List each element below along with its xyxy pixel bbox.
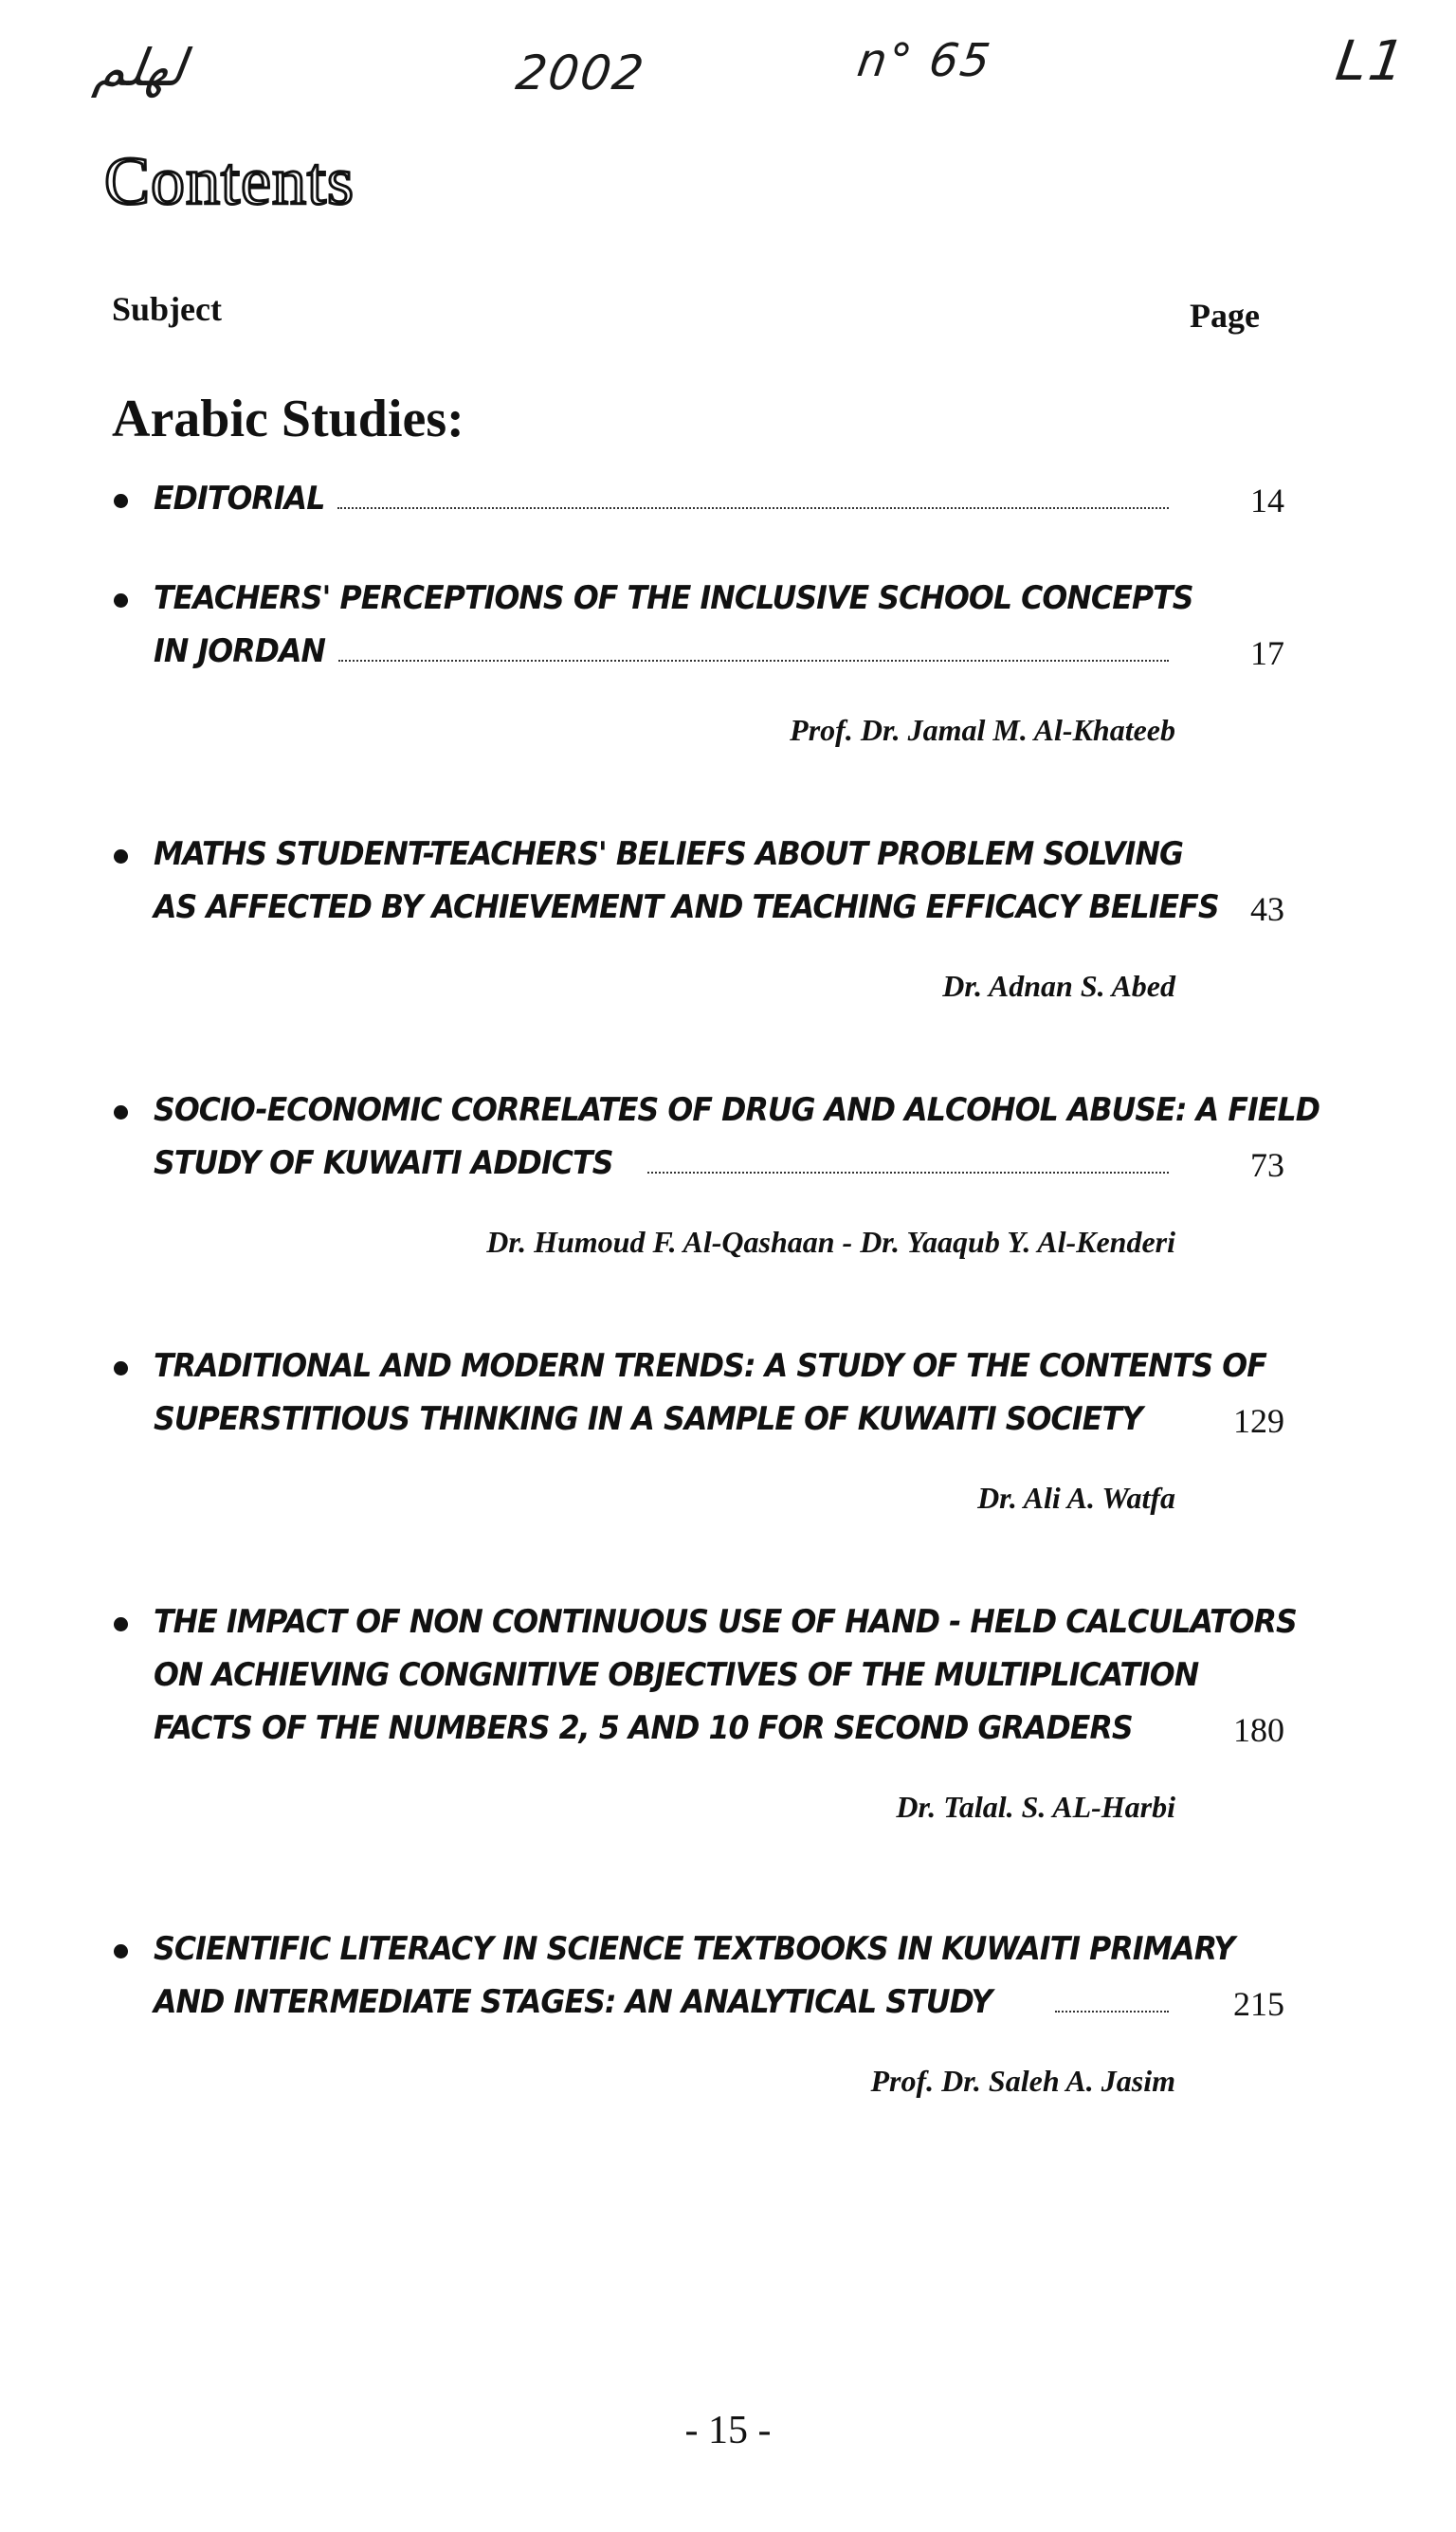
entry-title-text: IN JORDAN <box>154 632 326 670</box>
bullet-icon <box>114 849 128 864</box>
entry-title-line <box>154 1982 1173 2022</box>
entry-author: Dr. Adnan S. Abed <box>942 969 1175 1003</box>
bullet-icon <box>114 1361 128 1375</box>
entry-title-text: SUPERSTITIOUS THINKING IN A SAMPLE OF KUWAITI SOCIETY <box>154 1400 1142 1438</box>
entry-title-line <box>154 479 1173 519</box>
entry-title-line: SCIENTIFIC LITERACY IN SCIENCE TEXTBOOKS IN KUWAITI PRIMARY <box>154 1930 1235 1968</box>
entry-page-number: 17 <box>1250 634 1284 672</box>
entry-page-number: 215 <box>1233 1985 1284 2023</box>
entry-title-line <box>154 1708 1173 1748</box>
entry-title-line <box>154 887 1219 927</box>
handwritten-note-1: لهلم <box>90 38 190 98</box>
entry-author: Dr. Ali A. Watfa <box>977 1481 1175 1515</box>
entry-title-text: AS AFFECTED BY ACHIEVEMENT AND TEACHING EFFICACY BELIEFS <box>154 888 1219 926</box>
page-number-footer: - 15 - <box>684 2409 772 2452</box>
entry-title-text: AND INTERMEDIATE STAGES: AN ANALYTICAL STUDY <box>154 1983 992 2021</box>
bullet-icon <box>114 1617 128 1631</box>
entry-title-text: STUDY OF KUWAITI ADDICTS <box>154 1144 613 1182</box>
handwritten-note-code: L1 <box>1332 28 1410 93</box>
entry-title-line <box>154 631 1173 671</box>
dot-leader <box>338 659 1169 662</box>
entry-title-line: TEACHERS' PERCEPTIONS OF THE INCLUSIVE SCHOOL CONCEPTS <box>154 579 1193 617</box>
bullet-icon <box>114 494 128 508</box>
entry-page-number: 73 <box>1250 1146 1284 1184</box>
entry-title-line: ON ACHIEVING CONGNITIVE OBJECTIVES OF THE MULTIPLICATION <box>154 1656 1199 1694</box>
entry-page-number: 129 <box>1233 1402 1284 1440</box>
entry-page-number: 180 <box>1233 1711 1284 1749</box>
handwritten-note-year: 2002 <box>512 46 649 100</box>
entry-title-line <box>154 1143 1173 1183</box>
entry-author: Prof. Dr. Jamal M. Al-Khateeb <box>790 713 1175 747</box>
entry-page-number: 43 <box>1250 890 1284 928</box>
entry-title-line: MATHS STUDENT-TEACHERS' BELIEFS ABOUT PROBLEM SOLVING <box>154 835 1184 873</box>
entry-title-text: FACTS OF THE NUMBERS 2, 5 AND 10 FOR SECOND GRADERS <box>154 1709 1133 1747</box>
contents-title: Contents <box>104 143 355 219</box>
dot-leader <box>1055 2010 1169 2013</box>
subject-column-header: Subject <box>112 290 222 328</box>
handwritten-note-issue: n° 65 <box>854 34 995 87</box>
section-title: Arabic Studies: <box>112 390 464 448</box>
entry-title-line: THE IMPACT OF NON CONTINUOUS USE OF HAND - HELD CALCULATORS <box>154 1603 1297 1641</box>
entry-title-line: TRADITIONAL AND MODERN TRENDS: A STUDY OF THE CONTENTS OF <box>154 1347 1266 1385</box>
bullet-icon <box>114 1105 128 1120</box>
dot-leader <box>337 506 1169 509</box>
entry-title-line: SOCIO-ECONOMIC CORRELATES OF DRUG AND ALCOHOL ABUSE: A FIELD <box>154 1091 1320 1129</box>
entry-title-line <box>154 1399 1173 1439</box>
entry-page-number: 14 <box>1250 482 1284 519</box>
entry-author: Dr. Humoud F. Al-Qashaan - Dr. Yaaqub Y. Al-Kenderi <box>486 1225 1175 1259</box>
entry-author: Prof. Dr. Saleh A. Jasim <box>870 2064 1175 2098</box>
dot-leader <box>647 1171 1169 1174</box>
entry-title-text: EDITORIAL <box>154 480 325 518</box>
page-column-header: Page <box>1190 297 1260 335</box>
entry-author: Dr. Talal. S. AL-Harbi <box>896 1790 1175 1824</box>
bullet-icon <box>114 593 128 608</box>
bullet-icon <box>114 1944 128 1958</box>
